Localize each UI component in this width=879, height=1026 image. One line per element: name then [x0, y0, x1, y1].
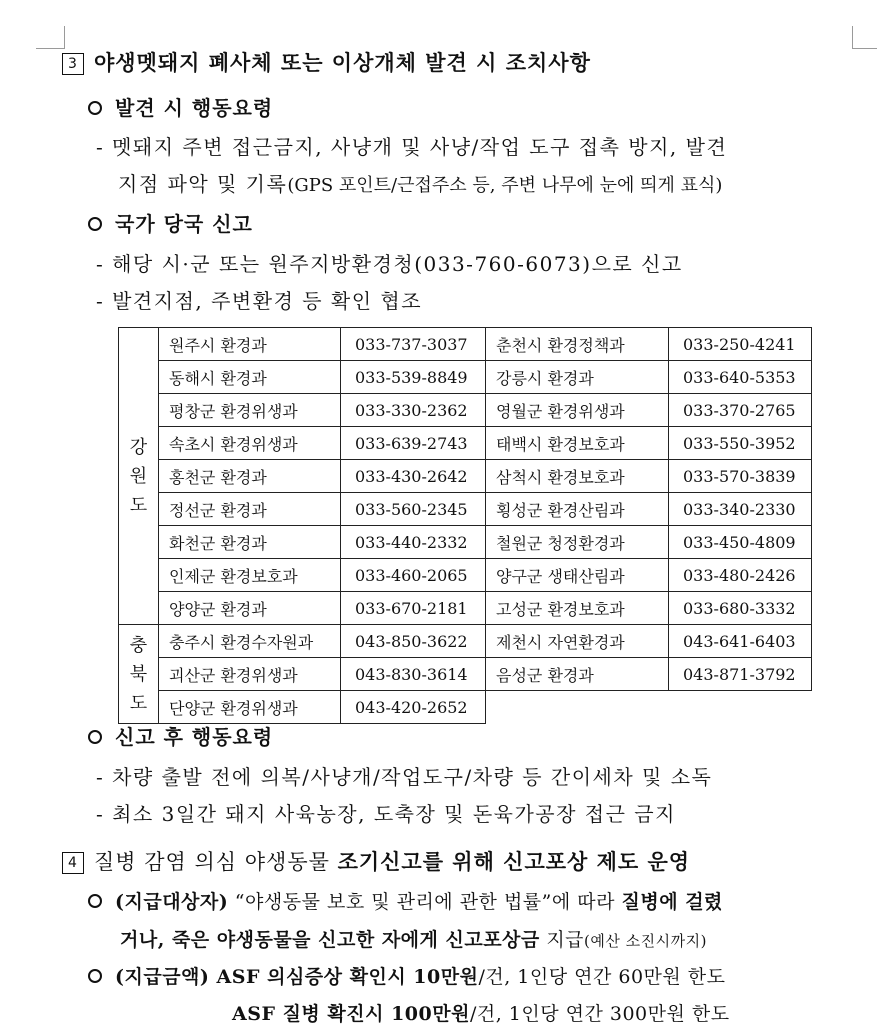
table-row: [119, 361, 812, 394]
phone-number-cell: 033-680-3332: [669, 592, 812, 625]
department-cell: 괴산군 환경위생과: [159, 658, 341, 691]
table-row: [119, 460, 812, 493]
empty-cell: [669, 691, 812, 724]
region-label-char: 충: [129, 634, 148, 656]
section-4-title-bold: 조기신고를 위해 신고포상 제도 운영: [337, 849, 691, 874]
report-heading: [88, 208, 253, 237]
region-label-chungbuk: [119, 625, 159, 724]
after-heading: [88, 721, 273, 750]
phone-number-cell: 033-370-2765: [669, 394, 812, 427]
phone-number-cell: 033-670-2181: [341, 592, 486, 625]
amount-line-1: [88, 962, 726, 989]
department-cell: 횡성군 환경산림과: [486, 493, 669, 526]
department-cell: 양양군 환경과: [159, 592, 341, 625]
crop-mark-right: [852, 26, 877, 49]
region-label-char: 원: [129, 465, 148, 487]
phone-number-cell: 033-480-2426: [669, 559, 812, 592]
department-cell: 단양군 환경위생과: [159, 691, 341, 724]
phone-number-cell: 033-550-3952: [669, 427, 812, 460]
phone-number-cell: 033-639-2743: [341, 427, 486, 460]
department-cell: 음성군 환경과: [486, 658, 669, 691]
target-line-2-bold: 거나, 죽은 야생동물을 신고한 자에게 신고포상금: [120, 929, 540, 951]
report-item-1: - 해당 시·군 또는 원주지방환경청(033-760-6073)으로 신고: [96, 252, 683, 276]
phone-number-cell: 043-850-3622: [341, 625, 486, 658]
region-label-char: 도: [129, 692, 148, 714]
discovery-item-line-2-note: (GPS 포인트/근접주소 등, 주변 나무에 눈에 띄게 표식): [287, 175, 723, 196]
target-line-2-note: (예산 소진시까지): [584, 932, 707, 950]
table-row: [119, 493, 812, 526]
crop-mark-left: [36, 26, 65, 49]
target-line-1: [88, 887, 723, 914]
department-cell: 제천시 자연환경과: [486, 625, 669, 658]
table-row: [119, 427, 812, 460]
department-cell: 화천군 환경과: [159, 526, 341, 559]
department-cell: 인제군 환경보호과: [159, 559, 341, 592]
table-row: [119, 394, 812, 427]
phone-number-cell: 043-420-2652: [341, 691, 486, 724]
region-label-gangwon: [119, 328, 159, 625]
region-label-char: 북: [129, 663, 148, 685]
report-heading-text: 국가 당국 신고: [115, 212, 253, 236]
phone-number-cell: 033-440-2332: [341, 526, 486, 559]
phone-number-cell: 033-737-3037: [341, 328, 486, 361]
region-label-char: 도: [129, 494, 148, 516]
circle-bullet-icon: [88, 969, 102, 983]
phone-number-cell: 043-871-3792: [669, 658, 812, 691]
discovery-item-line-1: - 멧돼지 주변 접근금지, 사냥개 및 사냥/작업 도구 접촉 방지, 발견: [96, 135, 728, 159]
circle-bullet-icon: [88, 894, 102, 908]
target-line-2-plain: 지급: [539, 929, 585, 951]
target-line-2: [120, 925, 707, 952]
phone-number-cell: 033-430-2642: [341, 460, 486, 493]
department-cell: 춘천시 환경정책과: [486, 328, 669, 361]
phone-number-cell: 033-340-2330: [669, 493, 812, 526]
after-item-1: - 차량 출발 전에 의복/사냥개/작업도구/차량 등 간이세차 및 소독: [96, 765, 713, 789]
department-cell: 삼척시 환경보호과: [486, 460, 669, 493]
amount-line-2-rest: /건, 1인당 연간 300만원 한도: [469, 1003, 730, 1025]
amount-line-1-bold: ASF 의심증상 확인시 10만원: [209, 966, 479, 988]
contacts-table: [118, 327, 812, 724]
department-cell: 평창군 환경위생과: [159, 394, 341, 427]
amount-line-1-rest: /건, 1인당 연간 60만원 한도: [478, 966, 726, 988]
target-text-a: “야생동물 보호 및 관리에 관한 법률”에 따라: [228, 891, 622, 913]
amount-line-2-bold: ASF 질병 확진시 100만원: [232, 1003, 470, 1025]
table-row: [119, 592, 812, 625]
department-cell: 속초시 환경위생과: [159, 427, 341, 460]
amount-label: (지급금액): [115, 966, 210, 988]
department-cell: 태백시 환경보호과: [486, 427, 669, 460]
department-cell: 홍천군 환경과: [159, 460, 341, 493]
section-number-3: 3: [62, 53, 84, 75]
circle-bullet-icon: [88, 730, 102, 744]
department-cell: 고성군 환경보호과: [486, 592, 669, 625]
phone-number-cell: 033-539-8849: [341, 361, 486, 394]
discovery-item-line-2: [118, 168, 722, 197]
department-cell: 충주시 환경수자원과: [159, 625, 341, 658]
section-4-title-plain: 질병 감염 의심 야생동물: [94, 850, 338, 874]
phone-number-cell: 043-641-6403: [669, 625, 812, 658]
phone-number-cell: 033-330-2362: [341, 394, 486, 427]
table-row: [119, 625, 812, 658]
phone-number-cell: 033-450-4809: [669, 526, 812, 559]
after-heading-text: 신고 후 행동요령: [115, 725, 274, 749]
department-cell: 양구군 생태산림과: [486, 559, 669, 592]
table-row: [119, 328, 812, 361]
after-item-2: - 최소 3일간 돼지 사육농장, 도축장 및 돈육가공장 접근 금지: [96, 802, 676, 826]
section-number-4: 4: [62, 852, 84, 874]
table-row: [119, 526, 812, 559]
phone-number-cell: 033-560-2345: [341, 493, 486, 526]
phone-number-cell: 033-460-2065: [341, 559, 486, 592]
discovery-heading: [88, 92, 273, 121]
phone-number-cell: 043-830-3614: [341, 658, 486, 691]
department-cell: 정선군 환경과: [159, 493, 341, 526]
department-cell: 강릉시 환경과: [486, 361, 669, 394]
section-3-title-text: 야생멧돼지 폐사체 또는 이상개체 발견 시 조치사항: [94, 50, 591, 75]
phone-number-cell: 033-640-5353: [669, 361, 812, 394]
table-row: [119, 658, 812, 691]
department-cell: 원주시 환경과: [159, 328, 341, 361]
table-row: [119, 559, 812, 592]
section-4-title: [62, 846, 690, 876]
circle-bullet-icon: [88, 217, 102, 231]
phone-number-cell: 033-570-3839: [669, 460, 812, 493]
empty-cell: [486, 691, 669, 724]
discovery-item-line-2-main: 지점 파악 및 기록: [118, 172, 288, 196]
amount-line-2: [232, 999, 730, 1026]
region-label-char: 강: [129, 436, 148, 458]
department-cell: 동해시 환경과: [159, 361, 341, 394]
table-row: [119, 691, 812, 724]
target-text-b: 질병에 걸렸: [621, 891, 723, 913]
discovery-heading-text: 발견 시 행동요령: [115, 96, 274, 120]
department-cell: 영월군 환경위생과: [486, 394, 669, 427]
department-cell: 철원군 청정환경과: [486, 526, 669, 559]
section-3-title: [62, 47, 591, 77]
report-item-2: - 발견지점, 주변환경 등 확인 협조: [96, 289, 423, 313]
phone-number-cell: 033-250-4241: [669, 328, 812, 361]
circle-bullet-icon: [88, 101, 102, 115]
target-label: (지급대상자): [115, 891, 229, 913]
